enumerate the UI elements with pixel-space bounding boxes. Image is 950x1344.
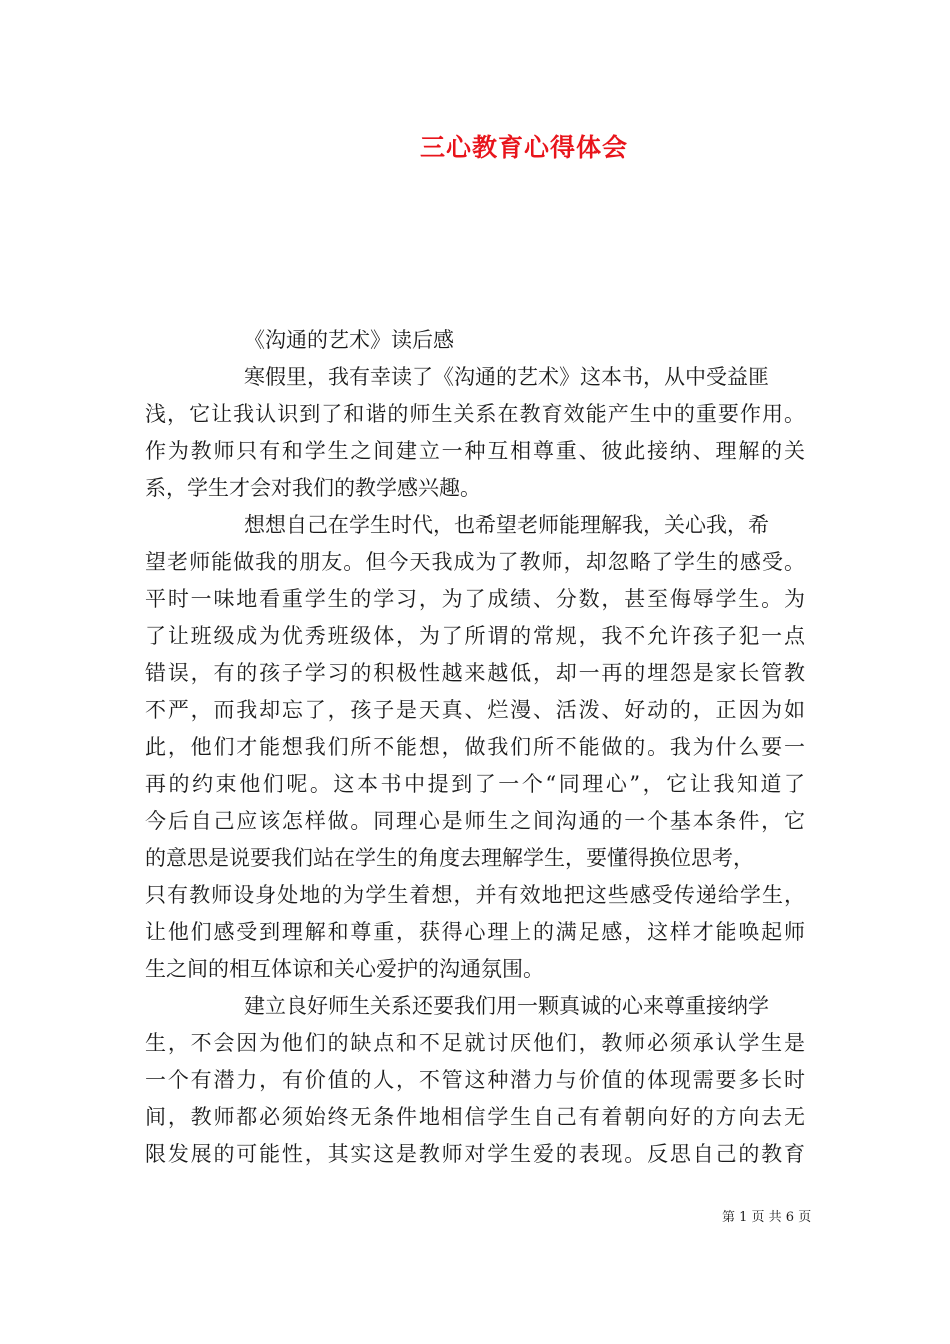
paragraph-line: 生之间的相互体谅和关心爱护的沟通氛围。 <box>145 957 544 981</box>
paragraph-line: 一个有潜力，有价值的人，不管这种潜力与价值的体现需要多长时 <box>145 1068 805 1092</box>
paragraph-line: 浅，它让我认识到了和谐的师生关系在教育效能产生中的重要作用。 <box>145 402 805 426</box>
paragraph-line: 不严，而我却忘了，孩子是天真、烂漫、活泼、好动的，正因为如 <box>145 698 805 722</box>
paragraph-line: 生，不会因为他们的缺点和不足就讨厌他们，教师必须承认学生是 <box>145 1031 805 1055</box>
paragraph-line: 错误，有的孩子学习的积极性越来越低，却一再的埋怨是家长管教 <box>145 661 805 685</box>
paragraph-line: 让他们感受到理解和尊重，获得心理上的满足感，这样才能唤起师 <box>145 920 805 944</box>
paragraph-line: 只有教师设身处地的为学生着想，并有效地把这些感受传递给学生， <box>145 883 805 907</box>
page-number-footer: 第 1 页 共 6 页 <box>722 1210 812 1225</box>
paragraph-line: 望老师能做我的朋友。但今天我成为了教师，却忽略了学生的感受。 <box>145 550 805 574</box>
body-text <box>145 359 805 1173</box>
paragraph-line: 平时一味地看重学生的学习，为了成绩、分数，甚至侮辱学生。为 <box>145 587 805 611</box>
paragraph-line: 再的约束他们呢。这本书中提到了一个“同理心”，它让我知道了 <box>145 772 805 796</box>
section-subheading: 《沟通的艺术》读后感 <box>244 328 454 352</box>
paragraph-line: 寒假里，我有幸读了《沟通的艺术》这本书，从中受益匪 <box>244 365 769 389</box>
paragraph-line: 了让班级成为优秀班级体，为了所谓的常规，我不允许孩子犯一点 <box>145 624 805 648</box>
paragraph-line: 建立良好师生关系还要我们用一颗真诚的心来尊重接纳学 <box>244 994 769 1018</box>
paragraph-line: 此，他们才能想我们所不能想，做我们所不能做的。我为什么要一 <box>145 735 805 759</box>
paragraph-line: 今后自己应该怎样做。同理心是师生之间沟通的一个基本条件，它 <box>145 809 805 833</box>
paragraph-line: 想想自己在学生时代，也希望老师能理解我，关心我，希 <box>244 513 769 537</box>
paragraph-line: 系，学生才会对我们的教学感兴趣。 <box>145 476 481 500</box>
paragraph-line: 的意思是说要我们站在学生的角度去理解学生，要懂得换位思考， <box>145 846 754 870</box>
paragraph-line: 间，教师都必须始终无条件地相信学生自己有着朝向好的方向去无 <box>145 1105 805 1129</box>
paragraph-line: 作为教师只有和学生之间建立一种互相尊重、彼此接纳、理解的关 <box>145 439 805 463</box>
document-title: 三心教育心得体会 <box>420 133 629 162</box>
paragraph-line: 限发展的可能性，其实这是教师对学生爱的表现。反思自己的教育 <box>145 1142 805 1166</box>
